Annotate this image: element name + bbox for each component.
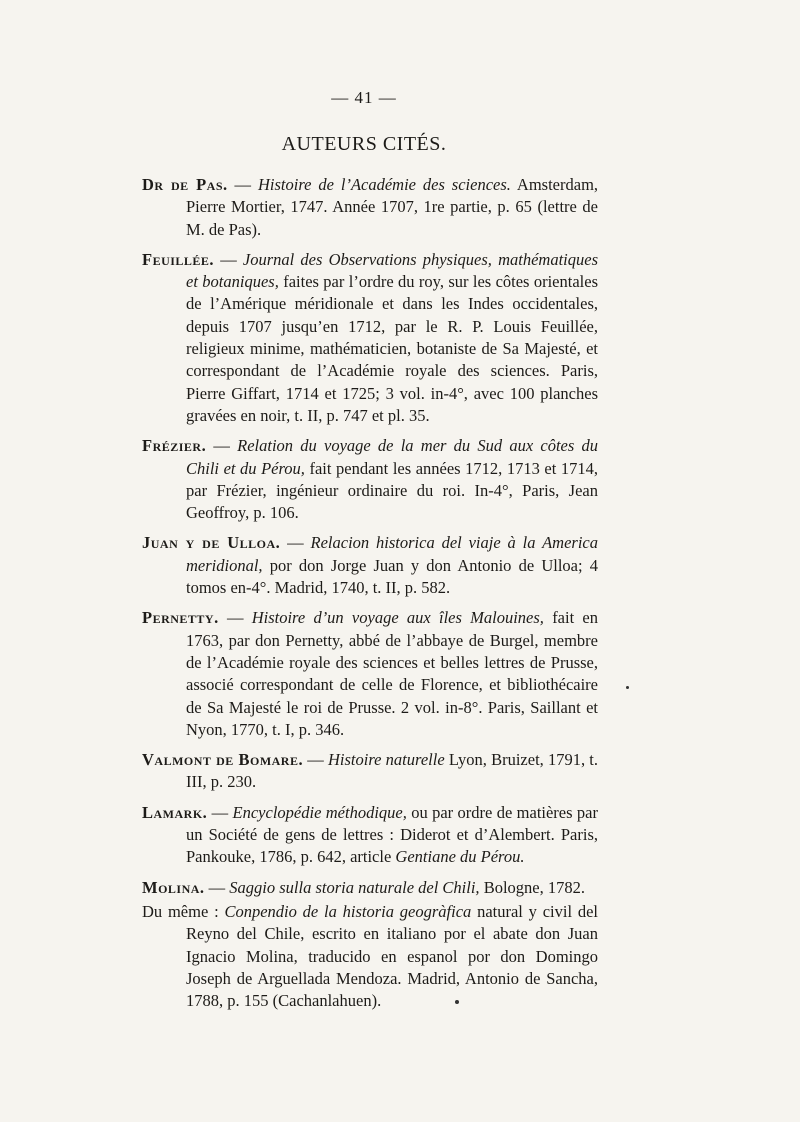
entry-title: Relation du voyage de la mer du Sud aux côtes du Chili et du Pérou, [186, 436, 599, 478]
entry-author: Juan y de Ulloa. [142, 533, 281, 553]
bibliography-entry-pernetty [142, 607, 598, 741]
entry-details: fait en 1763, par don Pernetty, abbé de l’abbaye de Burgel, membre de l’Académie royale des sciences et belles lettres de Prusse, associé correspondant de celle de Florence, et bibliothécaire de Sa Majesté le roi de Prusse. 2 vol. in-8°. Paris, Saillant et Nyon, 1770, t. I, p. 346. [186, 608, 598, 739]
entry-author: Feuillée. [142, 249, 215, 269]
entry-article-title: Gentiane du Pérou. [395, 847, 525, 867]
entry-separator: — [218, 608, 252, 628]
bibliography-list [142, 174, 598, 1020]
bibliography-entry-juan-ulloa [142, 532, 598, 599]
entry-title: Histoire d’un voyage aux îles Malouines, [251, 608, 544, 628]
entry-title: Journal des Observations physiques, mathématiques et botaniques, [186, 249, 599, 292]
entry-title: Conpendio de la historia geogràfica [224, 901, 472, 921]
ink-speck [626, 686, 629, 689]
entry-author: Pernetty. [142, 608, 219, 628]
bibliography-entry-frezier [142, 435, 598, 524]
entry-details: Lyon, Bruizet, 1791, t. III, p. 230. [186, 750, 599, 792]
entry-author: Valmont de Bomare. [142, 750, 304, 770]
ink-speck [455, 1000, 459, 1004]
bibliography-entry-de-pas [142, 174, 598, 241]
entry-lead: Du même : [142, 901, 225, 921]
entry-title: Saggio sulla storia naturale del Chili, [229, 877, 480, 897]
entry-author: Molina. [142, 877, 205, 897]
entry-author: Lamark. [142, 802, 208, 822]
entry-title: Histoire de l’Académie des sciences. [257, 175, 511, 194]
entry-title: Encyclopédie méthodique, [232, 802, 407, 822]
entry-title: Histoire naturelle [328, 750, 445, 770]
entry-separator: — [280, 533, 311, 553]
entry-separator: — [206, 436, 238, 456]
entry-details: fait pendant les années 1712, 1713 et 1714, par Frézier, ingénieur ordinaire du roi. In-4°, Paris, Jean Geoffroy, p. 106. [186, 458, 598, 523]
bibliography-entry-feuillee [142, 249, 598, 427]
bibliography-entry-molina [142, 877, 598, 899]
entry-title: Relacion historica del viaje à la America meridional, [186, 533, 598, 575]
entry-separator: — [214, 249, 243, 269]
entry-details: natural y civil del Reyno del Chile, escrito en italiano por el abate don Juan Ignacio Molina, traducido en espanol por don Domingo Joseph de Arguellada Mendoza. Madrid, Antonio de Sancha, 1788, p. 155 (Cachanlahuen). [186, 901, 598, 1011]
page-number: — 41 — [331, 88, 397, 107]
entry-details: por don Jorge Juan y don Antonio de Ulloa; 4 tomos en-4°. Madrid, 1740, t. II, p. 582. [186, 555, 598, 598]
entry-separator: — [227, 175, 258, 194]
bibliography-entry-valmont-bomare [142, 749, 598, 794]
entry-author: Dr de Pas. [142, 175, 228, 194]
bibliography-entry-molina-compendio [142, 901, 598, 1012]
entry-separator: — [204, 877, 230, 897]
entry-details: ou par ordre de matières par un Société de gens de lettres : Diderot et d’Alembert. Paris, Pankouke, 1786, p. 642, article [186, 802, 598, 867]
entry-separator: — [207, 802, 233, 822]
entry-details: Amsterdam, Pierre Mortier, 1747. Année 1707, 1re partie, p. 65 (lettre de M. de Pas). [186, 175, 599, 239]
entry-author: Frézier. [142, 436, 207, 456]
entry-details: Bologne, 1782. [479, 877, 585, 897]
bibliography-entry-lamark [142, 802, 598, 869]
entry-separator: — [303, 750, 329, 770]
page-heading: AUTEURS CITÉS. [281, 133, 447, 155]
entry-details: faites par l’ordre du roy, sur les côtes orientales de l’Amérique méridionale et dans les Indes occidentales, depuis 1707 jusqu’en 1712, par le R. P. Louis Feuillée, religieux minime, mathématicien, botaniste de Sa Majesté, et correspondant de l’Académie royale des sciences. Paris, Pierre Giffart, 1714 et 1725; 3 vol. in-4°, avec 100 planches gravées en noir, t. II, p. 747 et pl. 35. [186, 272, 598, 425]
